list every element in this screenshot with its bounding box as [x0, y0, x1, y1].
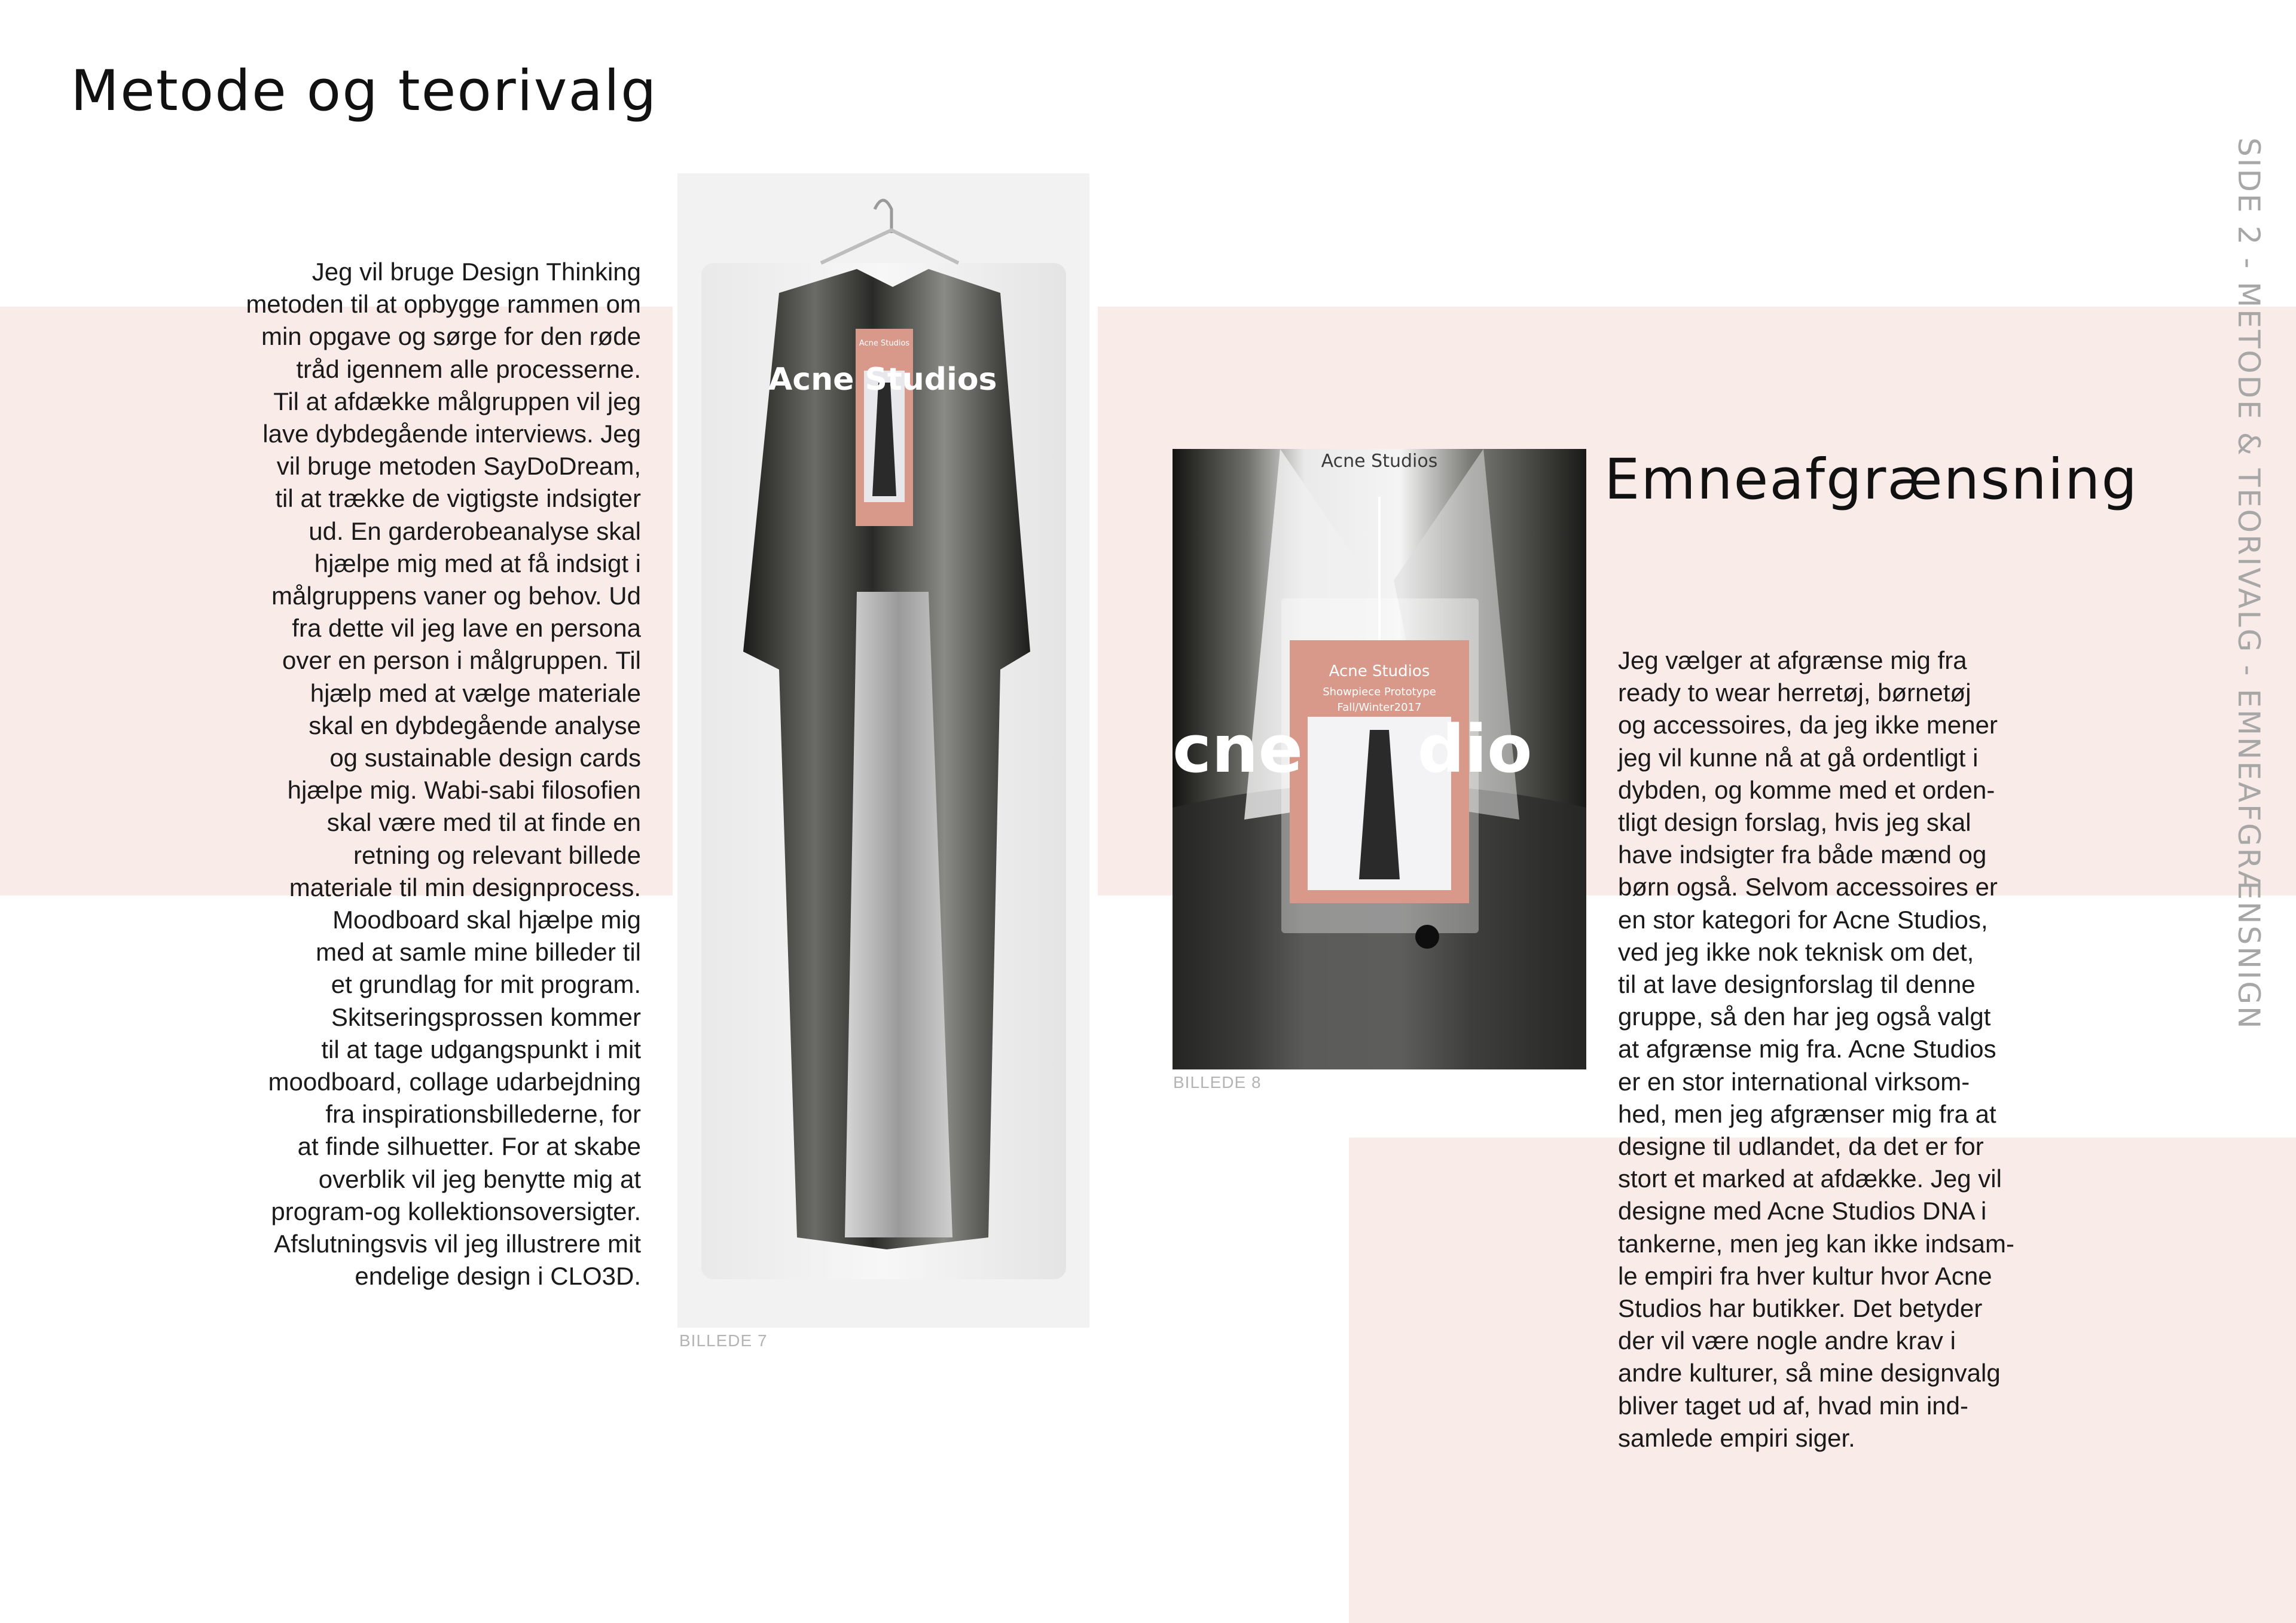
- page-title: Metode og teorivalg: [71, 59, 658, 124]
- caption-photo-8: BILLEDE 8: [1173, 1073, 1262, 1092]
- coat-tag-text: Acne Studios: [859, 339, 910, 348]
- coat-print-text: cne dio: [1173, 711, 1532, 787]
- caption-photo-7: BILLEDE 7: [679, 1331, 768, 1350]
- scope-paragraph: Jeg vælger at afgrænse mig fra ready to wear herretøj, børnetøj og accessoires, da jeg ikke mener jeg vil kunne nå at gå ordentligt i dybden, og komme med et orden- tligt design forslag, hvis jeg skal have indsigter fra både mænd og børn også. Selvom accessoires er en stor kategori for Acne Studios, ved jeg ikke nok teknisk om det, til at lave designforslag til denne gruppe, så den har jeg også valgt at afgrænse mig fra. Acne Studios er en stor international virksom- hed, men jeg afgrænser mig fra at designe til udlandet, da det er for stort et marked at afdække. Jeg vil designe med Acne Studios DNA i tankerne, men jeg kan ikke indsam- le empiri fra hver kultur hvor Acne Studios har butikker. Det betyder der vil være nogle andre krav i andre kulturer, så mine designvalg bliver taget ud af, hvad min ind- samlede empiri siger.: [1618, 646, 2014, 1452]
- hanger-label-text: Acne Studios: [1321, 451, 1438, 472]
- side-page-label: SIDE 2 - METODE & TEORIVALG - EMNEAFGRÆNSNIGN: [2231, 137, 2266, 1031]
- method-paragraph: Jeg vil bruge Design Thinking metoden til at opbygge rammen om min opgave og sørge for den røde tråd igennem alle processerne. Til at afdække målgruppen vil jeg lave dybdegående interviews. Jeg vil bruge metoden SayDoDream, til at trække de vigtigste indsigter ud. En garderobeanalyse skal hjælpe mig med at få indsigt i målgruppens vaner og behov. Ud fra dette vil jeg lave en persona over en person i målgruppen. Til hjælp med at vælge materiale skal en dybdegående analyse og sustainable design cards hjælpe mig. Wabi-sabi filosofien skal være med til at finde en retning og relevant billede materiale til min designprocess. Moodboard skal hjælpe mig med at samle mine billeder til et grundlag for mit program. Skitseringsprossen kommer til at tage udgangspunkt i mit moodboard, collage udarbejdning fra inspirationsbillederne, for at finde silhuetter. For at skabe overblik vil jeg benytte mig at program-og kollektionsoversigter. Afslutningsvis vil jeg illustrere mit endelige design i CLO3D.: [246, 258, 641, 1291]
- tag-line-2: Fall/Winter2017: [1337, 701, 1422, 714]
- tag-brand-text: Acne Studios: [1329, 662, 1430, 680]
- photo-coat-closeup: [1173, 449, 1586, 1069]
- coat-print-text: Acne Studios: [768, 362, 997, 398]
- photo-coat-full: [677, 173, 1089, 1328]
- tag-line-1: Showpiece Prototype: [1323, 686, 1436, 698]
- section-title-scope: Emneafgrænsning: [1604, 447, 2139, 512]
